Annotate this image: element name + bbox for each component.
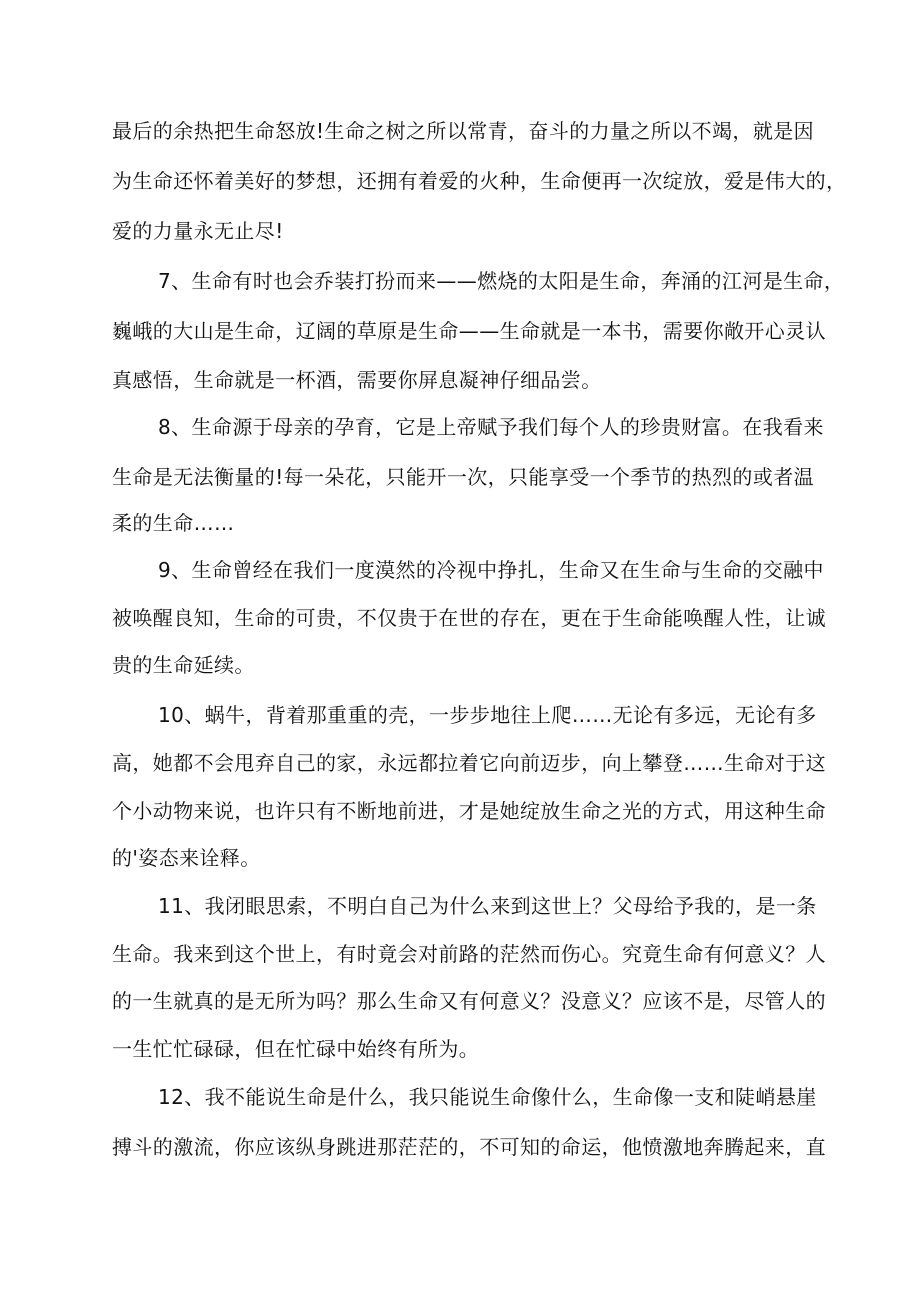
text-line: 的一生就真的是无所为吗？那么生命又有何意义？没意义？应该不是，尽管人的: [112, 989, 826, 1013]
text-line: 柔的生命……: [112, 511, 235, 535]
text-line: 11、我闭眼思索，不明白自己为什么来到这世上？父母给予我的，是一条: [158, 894, 817, 918]
text-line: 生命是无法衡量的!每一朵花，只能开一次，只能享受一个季节的热烈的或者温: [112, 465, 815, 489]
text-line: 12、我不能说生命是什么，我只能说生命像什么，生命像一支和陡峭悬崖: [158, 1085, 817, 1109]
text-line: 被唤醒良知，生命的可贵，不仅贵于在世的存在，更在于生命能唤醒人性，让诚: [112, 606, 826, 630]
text-line: 的'姿态来诠释。: [112, 846, 261, 870]
text-line: 生命。我来到这个世上，有时竟会对前路的茫然而伤心。究竟生命有何意义？人: [112, 942, 826, 966]
text-line: 9、生命曾经在我们一度漠然的冷视中挣扎，生命又在生命与生命的交融中: [158, 558, 824, 582]
text-line: 高，她都不会甩弃自己的家，永远都拉着它向前迈步，向上攀登……生命对于这: [112, 751, 826, 775]
text-line: 10、蜗牛，背着那重重的壳，一步步地往上爬……无论有多远，无论有多: [158, 703, 817, 727]
text-line: 7、生命有时也会乔装打扮而来——燃烧的太阳是生命，奔涌的江河是生命，: [158, 269, 845, 293]
text-line: 最后的余热把生命怒放!生命之树之所以常青，奋斗的力量之所以不竭，就是因: [112, 119, 815, 143]
text-line: 8、生命源于母亲的孕育，它是上帝赋予我们每个人的珍贵财富。在我看来: [158, 415, 824, 439]
text-line: 爱的力量永无止尽!: [112, 219, 284, 243]
text-line: 搏斗的激流，你应该纵身跳进那茫茫的，不可知的命运，他愤激地奔腾起来，直: [112, 1135, 826, 1159]
text-line: 一生忙忙碌碌，但在忙碌中始终有所为。: [112, 1037, 480, 1061]
text-line: 为生命还怀着美好的梦想，还拥有着爱的火种，生命便再一次绽放，爱是伟大的，: [112, 169, 847, 193]
text-line: 个小动物来说，也许只有不断地前进，才是她绽放生命之光的方式，用这种生命: [112, 799, 826, 823]
text-line: 真感悟，生命就是一杯酒，需要你屏息凝神仔细品尝。: [112, 368, 602, 392]
text-line: 贵的生命延续。: [112, 653, 255, 677]
text-line: 巍峨的大山是生命，辽阔的草原是生命——生命就是一本书，需要你敞开心灵认: [112, 319, 826, 343]
